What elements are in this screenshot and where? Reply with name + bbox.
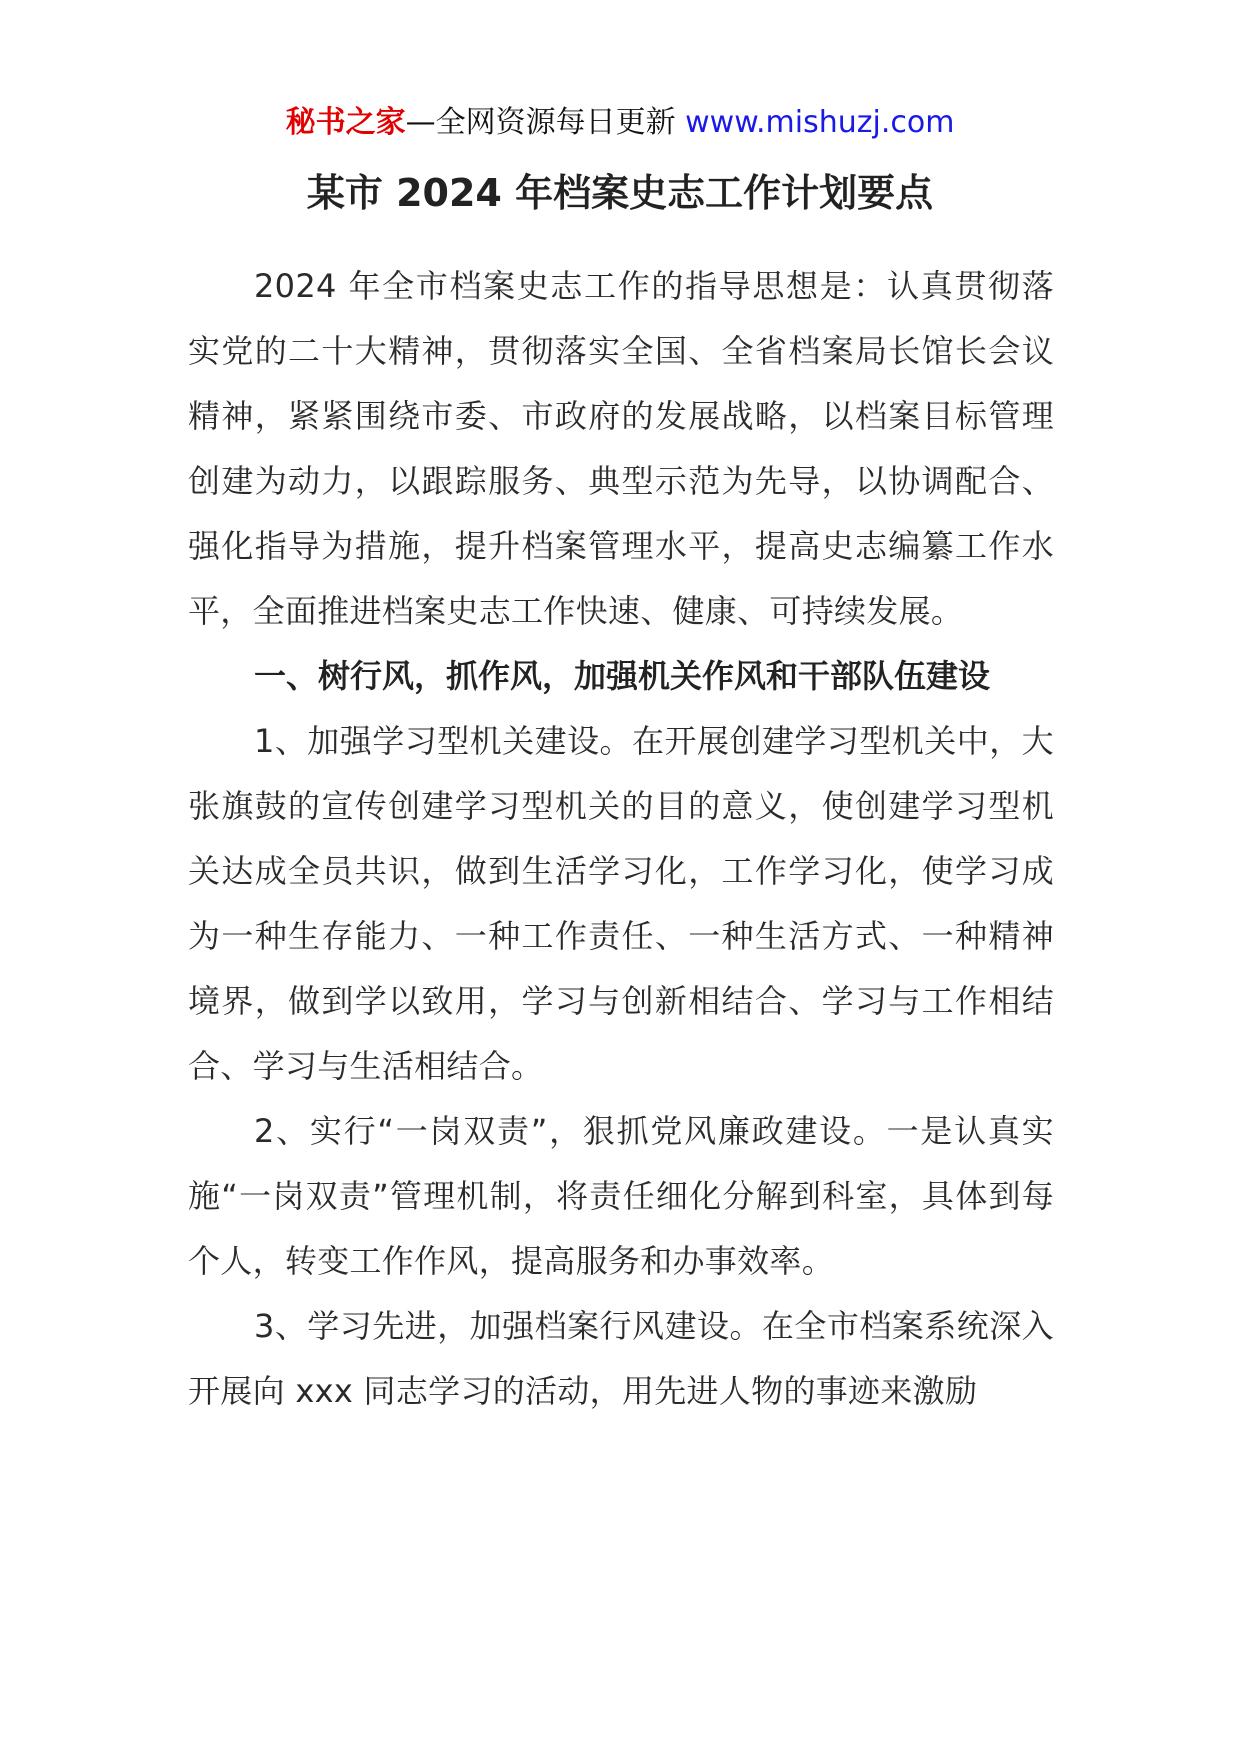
section-heading: 一、树行风，抓作风，加强机关作风和干部队伍建设 bbox=[254, 657, 991, 695]
header-tagline: —全网资源每日更新 bbox=[405, 105, 676, 140]
list-item: 2、实行“一岗双责”，狠抓党风廉政建设。一是认真实施“一岗双责”管理机制，将责任细化分解到科室，具体到每个人，转变工作作风，提高服务和办事效率。 bbox=[188, 1112, 1054, 1280]
intro-paragraph: 2024 年全市档案史志工作的指导思想是：认真贯彻落实党的二十大精神，贯彻落实全国、全省档案局长馆长会议精神，紧紧围绕市委、市政府的发展战略，以档案目标管理创建为动力，以跟踪服务、典型示范为先导，以协调配合、强化指导为措施，提升档案管理水平，提高史志编纂工作水平，全面推进档案史志工作快速、健康、可持续发展。 bbox=[188, 267, 1054, 630]
site-url-link[interactable]: www.mishuzj.com bbox=[685, 105, 955, 140]
document-title: 某市 2024 年档案史志工作计划要点 bbox=[306, 171, 934, 215]
document-body bbox=[188, 254, 1054, 1424]
brand-name: 秘书之家 bbox=[285, 105, 406, 140]
list-item: 3、学习先进，加强档案行风建设。在全市档案系统深入开展向 xxx 同志学习的活动，用先进人物的事迹来激励 bbox=[188, 1307, 1054, 1410]
watermark-header bbox=[0, 100, 1240, 146]
list-item: 1、加强学习型机关建设。在开展创建学习型机关中，大张旗鼓的宣传创建学习型机关的目的意义，使创建学习型机关达成全员共识，做到生活学习化，工作学习化，使学习成为一种生存能力、一种工作责任、一种生活方式、一种精神境界，做到学以致用，学习与创新相结合、学习与工作相结合、学习与生活相结合。 bbox=[188, 722, 1054, 1085]
